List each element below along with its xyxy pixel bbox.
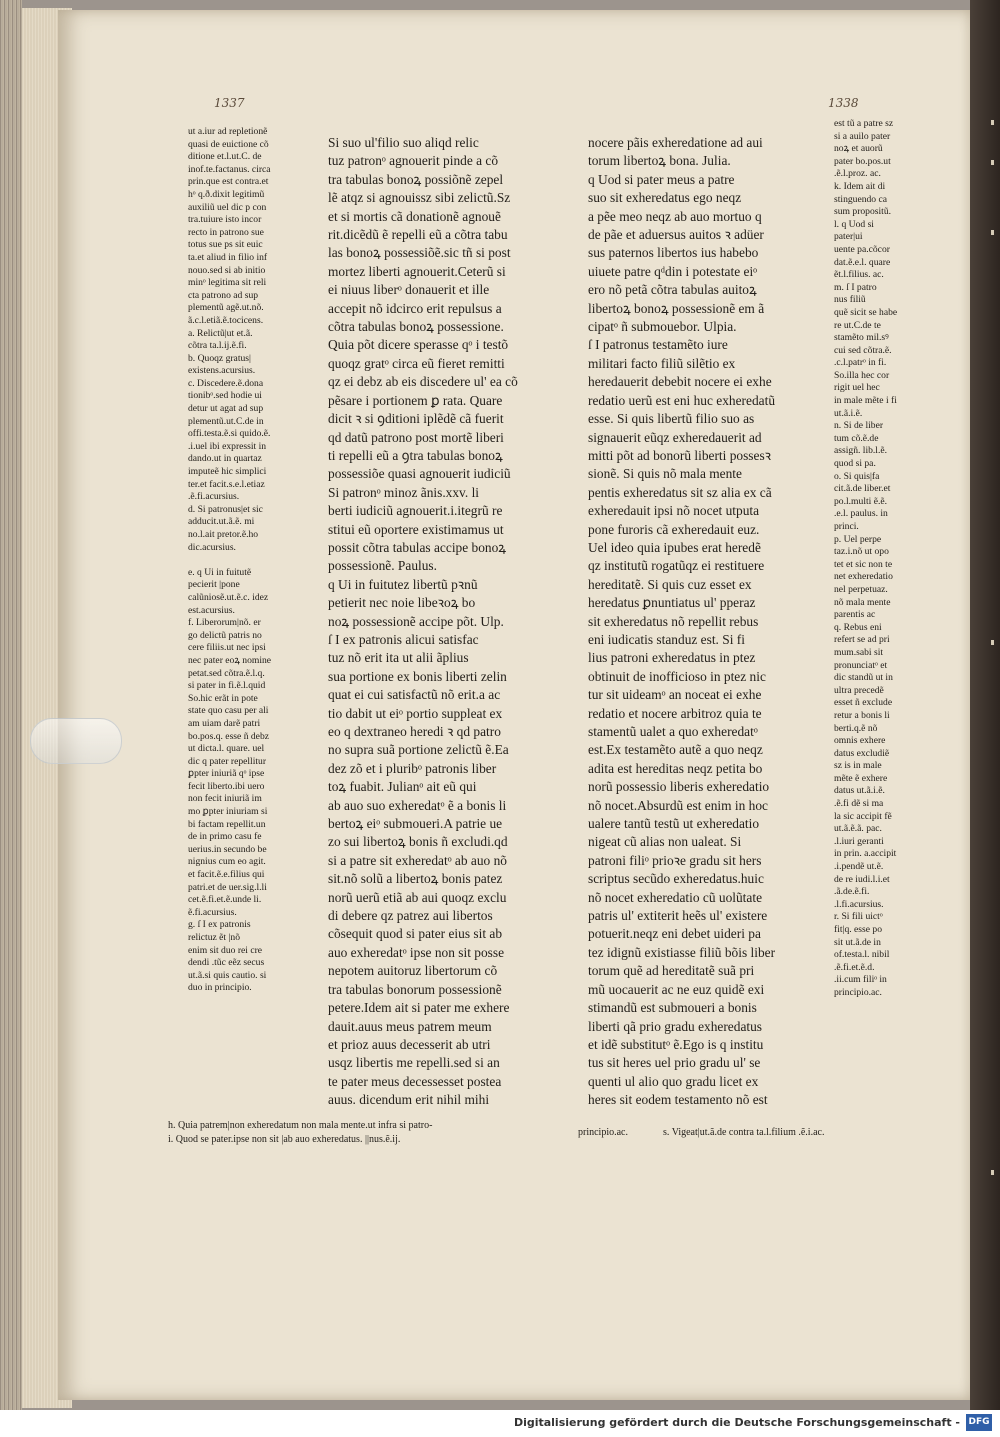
gloss-line: enim sit duo rei cre [188, 944, 263, 956]
text-line: lẽ atqz si agnouissz sibi zelictũ.Sz [328, 190, 511, 206]
gloss-line: noꝝ et auorũ [834, 143, 883, 155]
gloss-line: nus filiũ [834, 294, 866, 306]
gloss-line: in prin. a.accipit [834, 848, 897, 860]
text-line: petere.Idem ait si pater me exhere [328, 1000, 510, 1016]
text-line: pone furoris cã exheredauit euz. [588, 521, 760, 537]
text-line: hereditatẽ. Si quis cuz esset ex [588, 576, 752, 592]
text-line: mũ uocauerit ac ne euz quidẽ exi [588, 981, 765, 997]
text-line: tus sit heres uel prio gradu ul' se [588, 1055, 761, 1071]
text-line: sus paternos libertos ius habebo [588, 245, 759, 261]
gloss-line: la sic accipit fẽ [834, 810, 892, 822]
gloss-line: n. Si de liber [834, 420, 884, 432]
gloss-line: quasi de euictione cõ [188, 138, 269, 150]
gloss-line: dic.acursius. [188, 541, 236, 553]
text-line: pẽsare i portionem ꝑ rata. Quare [328, 392, 503, 408]
gloss-line: uerius.in secundo be [188, 843, 267, 855]
text-line: mortez liberti agnouerit.Ceterũ si [328, 263, 506, 279]
text-line: si a patre sit exheredatᵒ ab auo nõ [328, 852, 507, 868]
gloss-line: am uiam darẽ patri [188, 717, 261, 729]
text-line: nõ nocet exheredatio cũ uolũtate [588, 889, 763, 905]
gloss-line: tra.tuiure isto incor [188, 214, 262, 226]
gloss-line: non fecit iniuriã im [188, 793, 262, 805]
gloss-line: r. Si fili uictᵒ [834, 911, 883, 923]
gloss-line: pater|ui [834, 231, 863, 243]
gloss-line: pater bo.pos.ut [834, 155, 891, 167]
text-line: Si suo ul'filio suo aliqd relic [328, 135, 479, 150]
gloss-line: si pater in fi.ẽ.l.quid [188, 680, 266, 692]
text-line: pentis exheredatus sit sz alia ex cã [588, 484, 772, 500]
text-line: heres sit eodem testamento nõ est [588, 1092, 768, 1108]
gloss-line: nõ mala mente [834, 596, 891, 608]
text-line: nigeat cũ alias non ualeat. Si [588, 834, 742, 850]
gloss-line: princi. [834, 521, 859, 532]
text-line: Quia põt dicere sperasse qᵒ i testõ [328, 337, 509, 353]
gloss-line: ter.et facit.s.e.l.etiaz [188, 478, 265, 490]
gloss-line: plementũ agẽ.ut.nõ. [188, 302, 264, 314]
footnote-s: s. Vigeat|ut.ã.de contra ta.l.filium .ẽ.i.ac. [663, 1127, 825, 1138]
gloss-line: po.l.multi ẽ.ẽ. [834, 495, 888, 507]
text-line: ei niuus liberᵒ donauerit et ille [328, 282, 490, 298]
gloss-line: cõtra ta.l.ij.ẽ.fi. [188, 340, 247, 352]
gloss-line: bi factam repellit.un [188, 818, 266, 830]
gloss-line: ꝑpter iniuriã qᵒ ipse [188, 768, 265, 780]
text-line: bertoꝝ eiᵒ submoueri.A patrie ue [328, 816, 503, 832]
gloss-line: .ã.de.ẽ.fi. [834, 886, 870, 898]
text-line: petierit nec noie libeꝛoꝝ bo [328, 595, 476, 611]
gloss-line: parentis ac [834, 609, 876, 621]
gloss-line: cit.ã.de liber.et [834, 483, 891, 495]
text-line: ſ I ex patronis alicui satisfac [328, 631, 479, 647]
text-line: uiuete patre qᵈdin i potestate eiᵒ [588, 263, 758, 279]
gloss-line: cta patrono ad sup [188, 289, 259, 301]
text-line: auo exheredatᵒ ipse non sit posse [328, 944, 505, 960]
text-line: militari facto filiũ silẽtio ex [588, 355, 736, 371]
gloss-line: datus ut.ã.i.ẽ. [834, 785, 885, 797]
gloss-line: sit ut.ã.de in [834, 936, 881, 948]
text-line: dicit ꝛ si ꝯditioni iplẽdẽ cã fuerit [328, 411, 504, 427]
gloss-line: stinguendo ca [834, 193, 888, 205]
gloss-line: fit|q. esse po [834, 924, 883, 935]
text-line: stamentũ ualet a quo exheredatᵒ [588, 724, 758, 739]
gloss-line: tet et sic non te [834, 558, 893, 570]
gloss-line: b. Quoqz gratus| [188, 352, 251, 364]
text-line: sit.nõ solũ a libertoꝝ bonis patez [328, 871, 503, 887]
gloss-line: no.l.ait pretor.ẽ.ho [188, 529, 259, 540]
gloss-line: mo ꝑpter iniuriam si [188, 806, 268, 818]
text-line: norũ uerũ etiã ab aui quoqz exclu [328, 889, 507, 905]
gloss-line: ã.c.l.etiã.ẽ.tocicens. [188, 314, 264, 326]
text-line: signauerit eũqz exheredauerit ad [588, 429, 762, 445]
gloss-line: nel perpetuaz. [834, 583, 888, 595]
text-line: eo q dextraneo heredi ꝛ qd patro [328, 724, 501, 739]
gloss-line: dat.ẽ.e.l. quare [834, 256, 891, 268]
text-line: mitti põt ad bonorũ liberti possesꝛ [588, 447, 772, 463]
text-line: cõtra tabulas bonoꝝ possessione. [328, 319, 504, 335]
text-line: ti repelli eũ a ꝯtra tabulas bonoꝝ [328, 447, 503, 463]
text-line: ſ I patronus testamẽto iure [588, 337, 728, 353]
text-line: tra tabulas bonoꝝ possiõnẽ zepel [328, 171, 504, 187]
text-line: de pãe et aduersus auitos ꝛ adüer [588, 227, 764, 243]
gloss-line: ẽ.fi.acursius. [188, 906, 237, 918]
footer-bar [0, 1410, 1000, 1437]
gloss-line: totus sue ps sit euic [188, 239, 263, 251]
text-line: tez idignũ existiasse filiũ bõis liber [588, 944, 776, 960]
gloss-line: est tũ a patre sz [834, 118, 894, 129]
text-line: patroni filiᵒ prioꝛe gradu sit hers [588, 852, 762, 868]
gloss-line: existens.acursius. [188, 365, 256, 377]
text-line: las bonoꝝ possessiõẽ.sic tñ si post [328, 245, 511, 261]
gloss-line: o. Si quis|fa [834, 470, 880, 482]
gloss-line: p. Uel perpe [834, 533, 882, 545]
gloss-line: minᵒ legitima sit reli [188, 277, 267, 289]
gloss-line: .ẽ.fi.et.ẽ.d. [834, 961, 875, 973]
gloss-line: m. ſ I patro [834, 281, 877, 293]
gloss-line: de re iudi.l.i.et [834, 873, 890, 885]
text-line: esse. Si quis libertũ filio suo as [588, 411, 755, 427]
gloss-line: .l.fi.acursius. [834, 898, 884, 910]
gloss-line: of.testa.l. nibil [834, 949, 890, 961]
gloss-line: l. q Uod si [834, 218, 874, 230]
gloss-line: plementũ.ut.C.de in [188, 415, 264, 427]
gloss-line: retur a bonis li [834, 709, 890, 721]
gloss-line: cere filiis.ut nec ipsi [188, 642, 266, 654]
gloss-line: prin.que est contra.et [188, 176, 269, 188]
gloss-line: f. Liberorum|nõ. er [188, 617, 261, 629]
gloss-line: detur ut agat ad sup [188, 403, 264, 415]
text-line: toꝝ fuabit. Julianᵒ ait eũ qui [328, 779, 477, 795]
gloss-line: est.acursius. [188, 604, 235, 616]
gloss-line: So.illa hec cor [834, 369, 890, 381]
gloss-line: nec pater eoꝝ nomine [188, 654, 272, 666]
main-text-column-right [588, 134, 838, 1110]
gloss-line: quod si pa. [834, 458, 876, 470]
gloss-line: auxiliũ uel dic p con [188, 201, 267, 213]
text-line: q Ui in fuitutez libertũ pꝛnũ [328, 576, 478, 592]
text-line: redatio et nocere arbitroz quia te [588, 705, 762, 721]
gloss-line: relictuz ẽt |nõ [188, 932, 240, 943]
text-line: stimandũ est submoueri a bonis [588, 1000, 757, 1016]
gloss-line: si a auilo pater [834, 130, 891, 142]
gloss-line: ut dicta.l. quare. uel [188, 743, 265, 755]
text-line: Uel ideo quia ipubes erat heredẽ [588, 539, 761, 555]
gloss-line: dendi .tũc eẽz secus [188, 957, 265, 969]
gloss-line: d. Si patronus|et sic [188, 503, 263, 515]
gloss-line: imputeẽ hic simplici [188, 466, 267, 478]
gloss-line: net exheredatio [834, 571, 893, 583]
gloss-line: omnis exhere [834, 735, 886, 747]
text-line: sionẽ. Si quis nõ mala mente [588, 466, 742, 482]
gloss-line: dando.ut in quartaz [188, 453, 262, 465]
gloss-line: cui sed cõtra.ẽ. [834, 344, 892, 356]
gloss-line: duo in principio. [188, 982, 252, 994]
text-line: obtinuit de inofficioso in ptez nic [588, 668, 766, 684]
text-line: qd datũ patrono post mortẽ liberi [328, 429, 504, 445]
text-line: te pater meus decessesset postea [328, 1073, 502, 1089]
gloss-line: inof.te.factanus. circa [188, 163, 271, 175]
text-line: q Uod si pater meus a patre [588, 171, 735, 187]
text-line: berti iudiciũ agnouerit.i.itegrũ re [328, 503, 503, 519]
gloss-line: sz is in male [834, 760, 882, 772]
text-line: et si mortis cã donationẽ agnouẽ [328, 208, 501, 224]
text-line: qz institutũ rogatũqz ei restituere [588, 558, 765, 574]
text-line: possessiõe quasi agnouerit iudiciũ [328, 466, 511, 482]
text-line: tra tabulas bonorum possessionẽ [328, 981, 502, 997]
text-line: patris ul' extiterit heẽs ul' existere [588, 908, 768, 924]
page-clip [30, 718, 122, 764]
gloss-line: .i.pendẽ ut.ẽ. [834, 861, 884, 873]
gloss-line: So.hic erãt in pote [188, 692, 258, 704]
text-line: est.Ex testamẽto autẽ a quo neqz [588, 742, 763, 758]
gloss-line: ut.ã.si quis cautio. si [188, 969, 267, 981]
text-line: tur sit uideamᵒ an noceat ei exhe [588, 687, 762, 703]
text-line: sit exheredatus nõ repellit rebus [588, 613, 759, 629]
footer-credit: Digitalisierung gefördert durch die Deutsche Forschungsgemeinschaft - [513, 1416, 960, 1429]
text-line: possit cõtra tabulas accipe bonoꝝ [328, 539, 507, 555]
text-line: dauit.auus meus patrem meum [328, 1018, 492, 1034]
text-line: ero nõ petã cõtra tabulas auitoꝝ [588, 282, 757, 298]
gloss-line: fecit liberto.ibi uero [188, 780, 265, 792]
gloss-line: cet.ẽ.fi.et.ẽ.unde li. [188, 894, 262, 906]
text-line: torum quẽ ad hereditatẽ suã pri [588, 963, 755, 979]
gloss-line: g. ſ I ex patronis [188, 919, 251, 931]
gloss-line: rigit uel hec [834, 382, 880, 394]
gloss-line: pronunciatᵒ et [834, 659, 888, 671]
text-line: norũ possessio liberis exheredatio [588, 779, 770, 795]
text-line: auus. dicendum erit nihil mihi [328, 1092, 490, 1108]
text-line: redatio uerũ est eni huc exheredatũ [588, 392, 776, 408]
gloss-line: uente pa.cõcor [834, 243, 890, 255]
text-line: cipatᵒ ñ submouebor. Ulpia. [588, 319, 737, 335]
text-line: heredatus ꝑnuntiatus ul' pperaz [588, 595, 756, 611]
gloss-line: ut.ã.ẽ.ã. pac. [834, 823, 882, 835]
gloss-line: refert se ad pri [834, 634, 890, 646]
gloss-line: quẽ sicit se habe [834, 306, 898, 318]
text-line: ab auo suo exheredatᵒ ẽ a bonis li [328, 797, 507, 813]
footnote-i: i. Quod se pater.ipse non sit |ab auo exheredatus. ||nus.ẽ.ij. [168, 1134, 401, 1145]
gloss-line: .ẽ.l.proz. ac. [834, 168, 881, 180]
gloss-line: tum cõ.ẽ.de [834, 432, 879, 444]
book-spine-edge [970, 0, 1000, 1410]
text-line: quat ei cui satisfactũ nõ erit.a ac [328, 687, 501, 703]
gloss-line: dic q pater repellitur [188, 755, 267, 767]
text-line: quenti ul alio quo gradu licet ex [588, 1073, 759, 1089]
text-line: dez zõ et i pluribᵒ patronis liber [328, 760, 497, 776]
text-line: qz ei debz ab eis discedere ul' ea cõ [328, 374, 518, 390]
text-line: cõsequit quod si pater eius sit ab [328, 926, 503, 942]
gloss-line: tionibᵒ.sed hodie ui [188, 390, 262, 402]
gloss-line: ẽt.l.filius. ac. [834, 269, 884, 281]
gloss-line: et facit.ẽ.e.filius qui [188, 869, 265, 881]
gloss-column-left [188, 126, 328, 995]
text-line: nepotem auitoruz libertorum cõ [328, 963, 498, 979]
dfg-logo-icon: DFG [966, 1414, 992, 1431]
gloss-line: ultra precedẽ [834, 684, 884, 696]
text-line: scriptus secũdo exheredatus.huic [588, 871, 764, 887]
text-line: et prioz auus decesserit ab utri [328, 1036, 491, 1052]
gloss-line: .ẽ.fi dẽ si ma [834, 798, 884, 810]
text-line: noꝝ possessionẽ accipe põt. Ulp. [328, 613, 504, 629]
gloss-line: in male mẽte i fi [834, 395, 897, 407]
text-line: eni iudicatis standuz est. Si fi [588, 631, 745, 647]
main-text-column-left [328, 134, 576, 1110]
gloss-line: pecierit |pone [188, 579, 240, 591]
gloss-line [188, 554, 328, 567]
text-line: torum libertoꝝ bona. Julia. [588, 153, 731, 169]
text-line: Si patronᵒ minoz ãnis.xxv. li [328, 484, 480, 500]
gloss-line: k. Idem ait di [834, 180, 886, 192]
book-fore-edge [0, 0, 22, 1420]
gloss-line: e. q Ui in fuitutẽ [188, 566, 252, 578]
gloss-line: calũniosẽ.ut.ẽ.c. idez [188, 591, 269, 603]
text-line: zo sui libertoꝝ bonis ñ excludi.qd [328, 834, 508, 850]
gloss-line: sum propositũ. [834, 206, 892, 218]
gloss-line: bo.pos.q. esse ñ debz [188, 730, 269, 742]
text-line: exheredauit ipsi nõ nocet utputa [588, 503, 760, 519]
gloss-line: offi.testa.ẽ.si quido.ẽ. [188, 428, 271, 440]
gloss-line: .ẽ.fi.acursius. [188, 491, 240, 503]
text-line: tio dabit ut eiᵒ portio suppleat ex [328, 705, 503, 721]
gloss-line: c. Discedere.ẽ.dona [188, 377, 264, 389]
gloss-line: hᵒ q.ð.dixit legitimũ [188, 188, 265, 200]
gloss-line: de in primo casu fe [188, 831, 262, 843]
gloss-line: ta.et aliud in filio inf [188, 251, 268, 263]
gloss-line: principio.ac. [834, 986, 882, 998]
text-line: tuz patronᵒ agnouerit pinde a cõ [328, 153, 499, 169]
gloss-line: stamẽto mil.sꝰ [834, 332, 889, 344]
gloss-line: berti.q.ẽ nõ [834, 722, 878, 734]
text-line: no supra suã portione zelictũ ẽ.Ea [328, 742, 509, 758]
gloss-line: go delictũ patris no [188, 629, 262, 641]
gloss-line: ut.ã.i.ẽ. [834, 407, 863, 419]
gloss-line: dic standũ ut in [834, 672, 893, 684]
text-line: nõ nocet.Absurdũ est enim in hoc [588, 797, 768, 813]
gloss-line: q. Rebus eni [834, 621, 882, 633]
gloss-line: mẽte ẽ exhere [834, 772, 888, 784]
gloss-line: assigñ. lib.l.ẽ. [834, 445, 888, 457]
gloss-line: ditione et.l.ut.C. de [188, 151, 262, 163]
gloss-line: mum.sabi sit [834, 646, 884, 658]
text-line: possessionẽ. Paulus. [328, 558, 437, 574]
text-line: nocere pãis exheredatione ad aui [588, 135, 763, 150]
text-line: et idẽ substitutᵒ ẽ.Ego is q institu [588, 1036, 764, 1052]
text-line: stitui eũ oportere existimamus ut [328, 521, 504, 537]
gloss-line: a. Relictũ|ut et.ã. [188, 327, 253, 339]
gloss-line: ut a.iur ad repletionẽ [188, 126, 268, 137]
text-line: tuz nõ erit ita ut alii ãplius [328, 650, 469, 666]
text-line: sua portione ex bonis liberti zelin [328, 668, 507, 684]
text-line: di debere qz patrez aui libertos [328, 908, 493, 924]
folio-left: 1337 [214, 96, 245, 110]
gloss-line: .e.l. paulus. in [834, 508, 888, 520]
gloss-column-right [834, 118, 954, 1000]
text-line: ualere tantũ testũ ut exheredatio [588, 816, 760, 832]
gloss-line: patri.et de uer.sig.l.li [188, 881, 267, 893]
gloss-line: datus excludiẽ [834, 747, 890, 759]
gloss-line: petat.sed cõtra.ẽ.l.q. [188, 667, 265, 679]
gloss-line: re ut.C.de te [834, 319, 881, 331]
gloss-line: nouo.sed si ab initio [188, 264, 266, 276]
text-line: libertoꝝ bonoꝝ possessionẽ em ã [588, 300, 765, 316]
folio-right: 1338 [828, 96, 859, 110]
gloss-line: .i.uel ibi expressit in [188, 440, 267, 452]
gloss-line: .l.iuri geranti [834, 835, 884, 847]
text-line: suo sit exheredatus ego neqz [588, 190, 742, 206]
text-line: usqz libertis me repelli.sed si an [328, 1055, 500, 1071]
text-line: rit.dicẽdũ ẽ repelli eũ a cõtra tabu [328, 227, 508, 243]
text-line: potuerit.neqz eni debet uideri pa [588, 926, 761, 942]
text-line: accepit nõ idcirco erit repulsus a [328, 300, 502, 316]
gloss-line: .c.l.patrᵒ in fi. [834, 357, 887, 369]
text-line: liberti qã prio gradu exheredatus [588, 1018, 763, 1034]
gloss-line: taz.i.nõ ut opo [834, 546, 889, 558]
gloss-line: state quo casu per ali [188, 705, 269, 717]
gloss-line: recto in patrono sue [188, 226, 264, 238]
text-line: a pẽe meo neqz ab auo mortuo q [588, 208, 762, 224]
text-line: adita est hereditas neqz petita bo [588, 760, 763, 776]
footnote-mid: principio.ac. [578, 1127, 628, 1138]
text-line: heredauerit debebit nocere ei exhe [588, 374, 772, 390]
book-page [58, 10, 970, 1400]
text-line: quoqz gratᵒ circa eũ fieret remitti [328, 355, 505, 371]
gloss-line: nignius cum eo agit. [188, 856, 266, 868]
gloss-line: adducit.ut.ã.ẽ. mi [188, 516, 255, 528]
text-line: lius patroni exheredatus in ptez [588, 650, 756, 666]
gloss-line: .ii.cum filiᵒ in [834, 974, 887, 986]
footnote-h: h. Quia patrem|non exheredatum non mala mente.ut infra si patro- [168, 1120, 433, 1131]
gloss-line: esset ñ exclude [834, 697, 893, 709]
